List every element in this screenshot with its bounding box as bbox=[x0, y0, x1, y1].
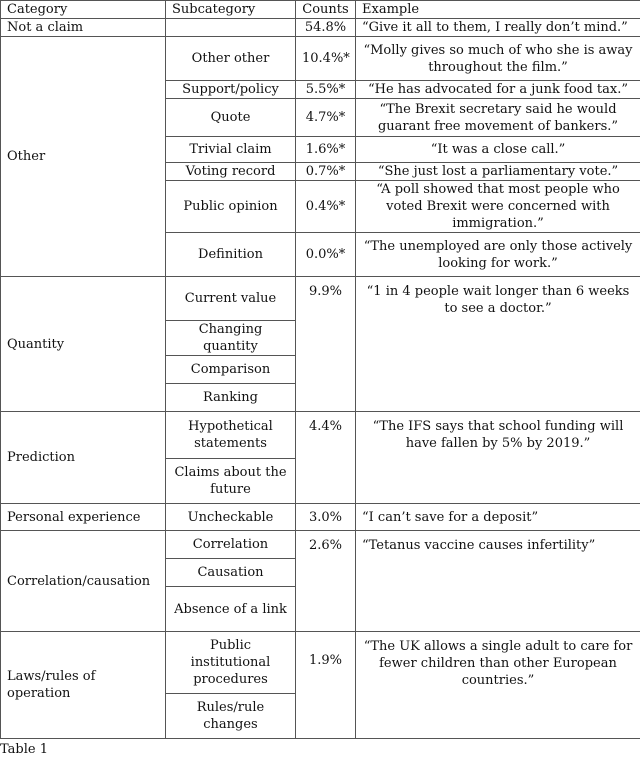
table-row bbox=[1, 504, 640, 531]
table-caption: Table 1 bbox=[0, 742, 48, 757]
example-cell: “He has advocated for a junk food tax.” bbox=[356, 81, 640, 99]
subcategory-cell: Claims about the future bbox=[166, 459, 296, 504]
table-row bbox=[1, 37, 640, 81]
example-cell: “The unemployed are only those actively looking for work.” bbox=[356, 233, 640, 277]
subcategory-cell: Ranking bbox=[166, 384, 296, 412]
count-cell: 4.4% bbox=[296, 412, 356, 504]
example-cell: “It was a close call.” bbox=[356, 137, 640, 163]
subcategory-cell: Hypothetical statements bbox=[166, 412, 296, 459]
subcategory-cell: Uncheckable bbox=[166, 504, 296, 531]
count-cell: 0.7%* bbox=[296, 163, 356, 181]
count-cell: 0.4%* bbox=[296, 181, 356, 233]
example-cell: “The UK allows a single adult to care for fewer children than other European countries.” bbox=[356, 632, 640, 739]
header-category: Category bbox=[1, 1, 166, 19]
category-cell: Other bbox=[1, 37, 166, 277]
subcategory-cell: Causation bbox=[166, 559, 296, 587]
count-cell: 9.9% bbox=[296, 277, 356, 412]
count-cell: 10.4%* bbox=[296, 37, 356, 81]
example-cell: “Tetanus vaccine causes infertility” bbox=[356, 531, 640, 632]
table-row bbox=[1, 632, 640, 694]
subcategory-cell: Changing quantity bbox=[166, 321, 296, 356]
table-row bbox=[1, 19, 640, 37]
header-row bbox=[1, 1, 640, 19]
category-cell: Personal experience bbox=[1, 504, 166, 531]
count-cell: 54.8% bbox=[296, 19, 356, 37]
header-subcategory: Subcategory bbox=[166, 1, 296, 19]
count-cell: 5.5%* bbox=[296, 81, 356, 99]
count-cell: 1.9% bbox=[296, 632, 356, 739]
subcategory-cell: Absence of a link bbox=[166, 587, 296, 632]
subcategory-cell: Trivial claim bbox=[166, 137, 296, 163]
table-row bbox=[1, 412, 640, 459]
count-cell: 0.0%* bbox=[296, 233, 356, 277]
subcategory-cell: Public opinion bbox=[166, 181, 296, 233]
count-cell: 1.6%* bbox=[296, 137, 356, 163]
category-cell: Not a claim bbox=[1, 19, 166, 37]
example-cell: “A poll showed that most people who voted Brexit were concerned with immigration.” bbox=[356, 181, 640, 233]
header-counts: Counts bbox=[296, 1, 356, 19]
category-cell: Laws/rules of operation bbox=[1, 632, 166, 739]
subcategory-cell bbox=[166, 19, 296, 37]
table-row bbox=[1, 277, 640, 321]
subcategory-cell: Correlation bbox=[166, 531, 296, 559]
example-cell: “The Brexit secretary said he would guarant free movement of bankers.” bbox=[356, 99, 640, 137]
example-cell: “1 in 4 people wait longer than 6 weeks to see a doctor.” bbox=[356, 277, 640, 412]
category-cell: Correlation/causation bbox=[1, 531, 166, 632]
count-cell: 3.0% bbox=[296, 504, 356, 531]
subcategory-cell: Comparison bbox=[166, 356, 296, 384]
category-cell: Prediction bbox=[1, 412, 166, 504]
subcategory-cell: Quote bbox=[166, 99, 296, 137]
subcategory-cell: Rules/rule changes bbox=[166, 694, 296, 739]
subcategory-cell: Definition bbox=[166, 233, 296, 277]
example-cell: “Molly gives so much of who she is away throughout the film.” bbox=[356, 37, 640, 81]
example-cell: “She just lost a parliamentary vote.” bbox=[356, 163, 640, 181]
example-cell: “The IFS says that school funding will have fallen by 5% by 2019.” bbox=[356, 412, 640, 504]
count-cell: 4.7%* bbox=[296, 99, 356, 137]
subcategory-cell: Other other bbox=[166, 37, 296, 81]
subcategory-cell: Public institutional procedures bbox=[166, 632, 296, 694]
example-cell: “Give it all to them, I really don’t mind.” bbox=[356, 19, 640, 37]
subcategory-cell: Support/policy bbox=[166, 81, 296, 99]
category-cell: Quantity bbox=[1, 277, 166, 412]
count-cell: 2.6% bbox=[296, 531, 356, 632]
example-cell: “I can’t save for a deposit” bbox=[356, 504, 640, 531]
subcategory-cell: Current value bbox=[166, 277, 296, 321]
subcategory-cell: Voting record bbox=[166, 163, 296, 181]
header-example: Example bbox=[356, 1, 640, 19]
table-row bbox=[1, 531, 640, 559]
